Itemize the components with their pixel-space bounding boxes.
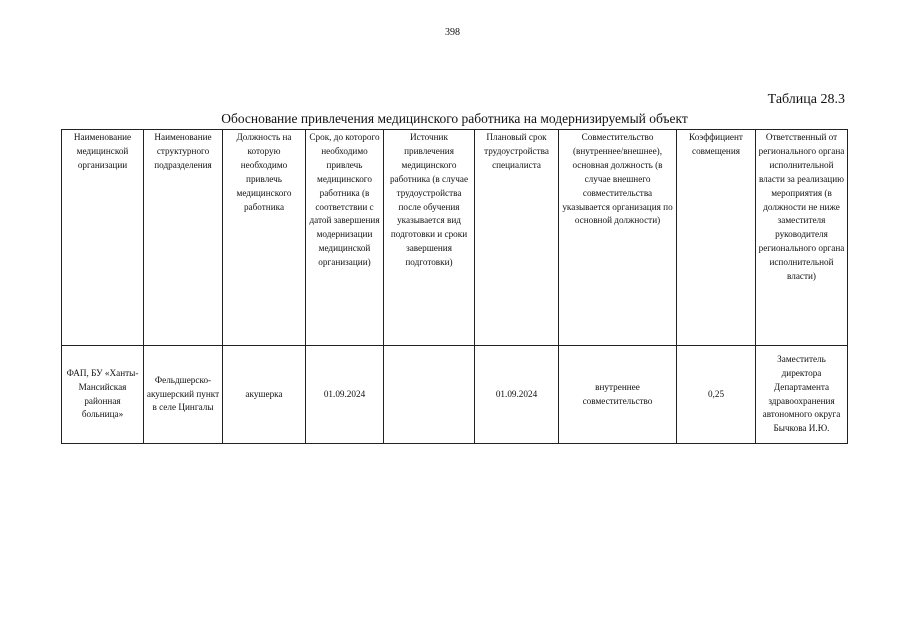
cell-organization: ФАП, БУ «Ханты-Мансийская районная больница»	[62, 346, 144, 444]
page-number: 398	[445, 27, 460, 38]
header-source: Источник привлечения медицинского работника (в случае трудоустройства после обучения указывается вид подготовки и сроки завершения подготовки)	[384, 130, 475, 346]
cell-position: акушерка	[223, 346, 306, 444]
cell-planned-date: 01.09.2024	[475, 346, 559, 444]
header-combination: Совместительство (внутреннее/внешнее), основная должность (в случае внешнего совместительства указывается организация по основной должности)	[559, 130, 677, 346]
header-position: Должность на которую необходимо привлечь медицинского работника	[223, 130, 306, 346]
table-row	[62, 346, 848, 444]
cell-deadline: 01.09.2024	[306, 346, 384, 444]
header-organization: Наименование медицинской организации	[62, 130, 144, 346]
table-caption: Обоснование привлечения медицинского работника на модернизируемый объект	[221, 111, 688, 126]
cell-combination: внутреннее совместительство	[559, 346, 677, 444]
justification-table	[61, 129, 848, 444]
header-deadline: Срок, до которого необходимо привлечь медицинского работника (в соответствии с датой завершения модернизации медицинской организации)	[306, 130, 384, 346]
header-subdivision: Наименование структурного подразделения	[144, 130, 223, 346]
cell-source	[384, 346, 475, 444]
header-row	[62, 130, 848, 346]
cell-responsible: Заместитель директора Департамента здравоохранения автономного округа Бычкова И.Ю.	[756, 346, 848, 444]
header-coefficient: Коэффициент совмещения	[677, 130, 756, 346]
cell-subdivision: Фельдшерско-акушерский пункт в селе Цингалы	[144, 346, 223, 444]
table-label: Таблица 28.3	[767, 92, 845, 107]
cell-coefficient: 0,25	[677, 346, 756, 444]
header-planned-date: Плановый срок трудоустройства специалиста	[475, 130, 559, 346]
header-responsible: Ответственный от регионального органа исполнительной власти за реализацию мероприятия (в должности не ниже заместителя руководителя регионального органа исполнительной власти)	[756, 130, 848, 346]
